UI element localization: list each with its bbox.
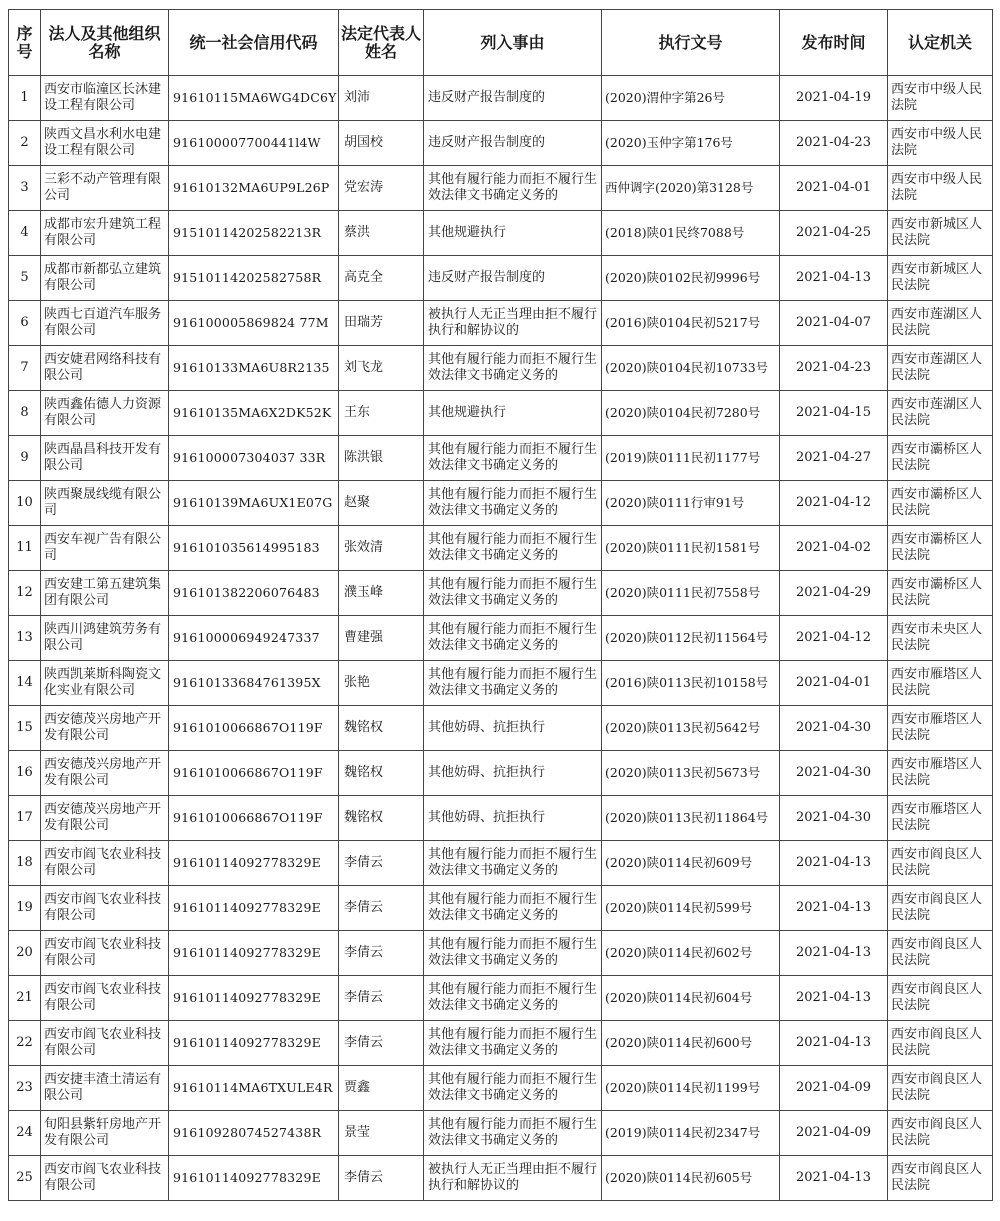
authority: 西安市莲湖区人民法院	[888, 301, 993, 346]
document-number: (2020)陕0111民初1581号	[602, 526, 780, 571]
legal-representative: 党宏涛	[339, 166, 424, 211]
publish-date: 2021-04-30	[780, 706, 888, 751]
legal-representative: 赵聚	[339, 481, 424, 526]
publish-date: 2021-04-25	[780, 211, 888, 256]
publish-date: 2021-04-13	[780, 976, 888, 1021]
document-number: (2020)陕0111行审91号	[602, 481, 780, 526]
table-row	[9, 346, 993, 391]
organization-name: 西安捷丰渣土清运有限公司	[41, 1066, 169, 1111]
row-number: 16	[9, 751, 41, 796]
credit-code: 9161010066867O119F	[169, 706, 339, 751]
listing-reason: 其他规避执行	[424, 211, 602, 256]
document-number: (2020)陕0114民初599号	[602, 886, 780, 931]
publish-date: 2021-04-30	[780, 751, 888, 796]
organization-name: 陕西晶昌科技开发有限公司	[41, 436, 169, 481]
credit-code: 91610132MA6UP9L26P	[169, 166, 339, 211]
table-row	[9, 121, 993, 166]
header-code: 统一社会信用代码	[169, 10, 339, 76]
listing-reason: 其他有履行能力而拒不履行生效法律文书确定义务的	[424, 166, 602, 211]
table-row	[9, 796, 993, 841]
authority: 西安市未央区人民法院	[888, 616, 993, 661]
document-number: (2018)陕01民终7088号	[602, 211, 780, 256]
credit-code: 9161010066867O119F	[169, 751, 339, 796]
table-row	[9, 1111, 993, 1156]
organization-name: 西安德茂兴房地产开发有限公司	[41, 796, 169, 841]
table-row	[9, 436, 993, 481]
credit-code: 91610114092778329E	[169, 841, 339, 886]
publish-date: 2021-04-12	[780, 481, 888, 526]
publish-date: 2021-04-23	[780, 346, 888, 391]
table-row	[9, 166, 993, 211]
legal-representative: 刘飞龙	[339, 346, 424, 391]
credit-code: 916100005869824 77M	[169, 301, 339, 346]
authority: 西安市灞桥区人民法院	[888, 571, 993, 616]
authority: 西安市阎良区人民法院	[888, 841, 993, 886]
listing-reason: 违反财产报告制度的	[424, 76, 602, 121]
legal-representative: 濮玉峰	[339, 571, 424, 616]
listing-reason: 被执行人无正当理由拒不履行执行和解协议的	[424, 1156, 602, 1201]
row-number: 22	[9, 1021, 41, 1066]
credit-code: 91610114092778329E	[169, 886, 339, 931]
legal-representative: 景莹	[339, 1111, 424, 1156]
row-number: 8	[9, 391, 41, 436]
header-reason: 列入事由	[424, 10, 602, 76]
organization-name: 陕西凯莱斯科陶瓷文化实业有限公司	[41, 661, 169, 706]
document-number: (2020)陕0114民初1199号	[602, 1066, 780, 1111]
table-row	[9, 391, 993, 436]
authority: 西安市阎良区人民法院	[888, 1021, 993, 1066]
legal-representative: 李倩云	[339, 1021, 424, 1066]
credit-code: 916101382206076483	[169, 571, 339, 616]
legal-representative: 曹建强	[339, 616, 424, 661]
legal-representative: 高克全	[339, 256, 424, 301]
organization-name: 陕西七百道汽车服务有限公司	[41, 301, 169, 346]
row-number: 3	[9, 166, 41, 211]
row-number: 12	[9, 571, 41, 616]
publish-date: 2021-04-13	[780, 256, 888, 301]
listing-reason: 其他妨碍、抗拒执行	[424, 796, 602, 841]
legal-representative: 李倩云	[339, 841, 424, 886]
document-number: (2020)陕0104民初7280号	[602, 391, 780, 436]
publish-date: 2021-04-13	[780, 1021, 888, 1066]
authority: 西安市新城区人民法院	[888, 256, 993, 301]
listing-reason: 其他有履行能力而拒不履行生效法律文书确定义务的	[424, 976, 602, 1021]
listing-reason: 其他有履行能力而拒不履行生效法律文书确定义务的	[424, 1066, 602, 1111]
table-row	[9, 976, 993, 1021]
listing-reason: 其他规避执行	[424, 391, 602, 436]
organization-name: 陕西川鸿建筑劳务有限公司	[41, 616, 169, 661]
publish-date: 2021-04-13	[780, 886, 888, 931]
table-row	[9, 931, 993, 976]
publish-date: 2021-04-12	[780, 616, 888, 661]
listing-reason: 其他有履行能力而拒不履行生效法律文书确定义务的	[424, 931, 602, 976]
authority: 西安市阎良区人民法院	[888, 931, 993, 976]
table-row	[9, 76, 993, 121]
table-row	[9, 751, 993, 796]
row-number: 20	[9, 931, 41, 976]
document-number: (2020)陕0113民初5673号	[602, 751, 780, 796]
row-number: 14	[9, 661, 41, 706]
legal-representative: 李倩云	[339, 886, 424, 931]
table-row	[9, 616, 993, 661]
listing-reason: 其他有履行能力而拒不履行生效法律文书确定义务的	[424, 886, 602, 931]
row-number: 25	[9, 1156, 41, 1201]
credit-code: 916100007700441l4W	[169, 121, 339, 166]
organization-name: 西安市阎飞农业科技有限公司	[41, 1021, 169, 1066]
authority: 西安市新城区人民法院	[888, 211, 993, 256]
authority: 西安市雁塔区人民法院	[888, 661, 993, 706]
listing-reason: 其他有履行能力而拒不履行生效法律文书确定义务的	[424, 526, 602, 571]
authority: 西安市阎良区人民法院	[888, 1156, 993, 1201]
organization-name: 西安市阎飞农业科技有限公司	[41, 976, 169, 1021]
row-number: 15	[9, 706, 41, 751]
publish-date: 2021-04-07	[780, 301, 888, 346]
legal-representative: 李倩云	[339, 976, 424, 1021]
publish-date: 2021-04-02	[780, 526, 888, 571]
authority: 西安市莲湖区人民法院	[888, 346, 993, 391]
organization-name: 陕西鑫佑德人力资源有限公司	[41, 391, 169, 436]
legal-representative: 王东	[339, 391, 424, 436]
legal-representative: 魏铭权	[339, 751, 424, 796]
credit-code: 91610114092778329E	[169, 931, 339, 976]
organization-name: 西安市阎飞农业科技有限公司	[41, 841, 169, 886]
listing-reason: 违反财产报告制度的	[424, 256, 602, 301]
header-auth: 认定机关	[888, 10, 993, 76]
row-number: 10	[9, 481, 41, 526]
legal-representative: 张艳	[339, 661, 424, 706]
document-number: (2020)陕0114民初602号	[602, 931, 780, 976]
document-number: (2020)陕0104民初10733号	[602, 346, 780, 391]
document-number: (2020)渭仲字第26号	[602, 76, 780, 121]
row-number: 11	[9, 526, 41, 571]
authority: 西安市中级人民法院	[888, 76, 993, 121]
header-rep: 法定代表人姓名	[339, 10, 424, 76]
row-number: 24	[9, 1111, 41, 1156]
listing-reason: 其他有履行能力而拒不履行生效法律文书确定义务的	[424, 1021, 602, 1066]
document-number: (2020)玉仲字第176号	[602, 121, 780, 166]
publish-date: 2021-04-13	[780, 1156, 888, 1201]
table-row	[9, 571, 993, 616]
organization-name: 西安德茂兴房地产开发有限公司	[41, 706, 169, 751]
header-name: 法人及其他组织名称	[41, 10, 169, 76]
listing-reason: 被执行人无正当理由拒不履行执行和解协议的	[424, 301, 602, 346]
document-number: (2020)陕0113民初5642号	[602, 706, 780, 751]
credit-code: 91610114MA6TXULE4R	[169, 1066, 339, 1111]
publish-date: 2021-04-01	[780, 166, 888, 211]
legal-representative: 胡国校	[339, 121, 424, 166]
header-date: 发布时间	[780, 10, 888, 76]
authority: 西安市中级人民法院	[888, 166, 993, 211]
document-number: (2020)陕0114民初609号	[602, 841, 780, 886]
document-number: (2020)陕0113民初11864号	[602, 796, 780, 841]
table-row	[9, 301, 993, 346]
organization-name: 成都市宏升建筑工程有限公司	[41, 211, 169, 256]
document-number: (2020)陕0114民初600号	[602, 1021, 780, 1066]
publish-date: 2021-04-09	[780, 1066, 888, 1111]
organization-name: 西安建工第五建筑集团有限公司	[41, 571, 169, 616]
legal-representative: 魏铭权	[339, 796, 424, 841]
header-row	[9, 10, 993, 76]
row-number: 6	[9, 301, 41, 346]
publish-date: 2021-04-13	[780, 841, 888, 886]
authority: 西安市阎良区人民法院	[888, 976, 993, 1021]
table-row	[9, 1156, 993, 1201]
publish-date: 2021-04-29	[780, 571, 888, 616]
row-number: 21	[9, 976, 41, 1021]
organization-name: 西安德茂兴房地产开发有限公司	[41, 751, 169, 796]
table-row	[9, 841, 993, 886]
organization-name: 陕西文昌水利水电建设工程有限公司	[41, 121, 169, 166]
document-number: (2020)陕0112民初11564号	[602, 616, 780, 661]
legal-representative: 李倩云	[339, 1156, 424, 1201]
table-row	[9, 211, 993, 256]
authority: 西安市阎良区人民法院	[888, 1111, 993, 1156]
listing-reason: 违反财产报告制度的	[424, 121, 602, 166]
document-number: (2016)陕0113民初10158号	[602, 661, 780, 706]
table-row	[9, 706, 993, 751]
legal-representative: 蔡洪	[339, 211, 424, 256]
document-number: (2020)陕0102民初9996号	[602, 256, 780, 301]
table-row	[9, 1066, 993, 1111]
document-number: (2020)陕0114民初604号	[602, 976, 780, 1021]
listing-reason: 其他有履行能力而拒不履行生效法律文书确定义务的	[424, 436, 602, 481]
legal-representative: 李倩云	[339, 931, 424, 976]
row-number: 4	[9, 211, 41, 256]
credit-code: 91610135MA6X2DK52K	[169, 391, 339, 436]
credit-code: 91610115MA6WG4DC6Y	[169, 76, 339, 121]
credit-code: 916100006949247337	[169, 616, 339, 661]
listing-reason: 其他有履行能力而拒不履行生效法律文书确定义务的	[424, 841, 602, 886]
credit-code: 91610139MA6UX1E07G	[169, 481, 339, 526]
publish-date: 2021-04-13	[780, 931, 888, 976]
authority: 西安市雁塔区人民法院	[888, 751, 993, 796]
authority: 西安市灞桥区人民法院	[888, 436, 993, 481]
table-row	[9, 526, 993, 571]
row-number: 19	[9, 886, 41, 931]
document-number: (2019)陕0114民初2347号	[602, 1111, 780, 1156]
listing-reason: 其他有履行能力而拒不履行生效法律文书确定义务的	[424, 571, 602, 616]
legal-representative: 魏铭权	[339, 706, 424, 751]
listing-reason: 其他妨碍、抗拒执行	[424, 706, 602, 751]
document-number: (2020)陕0114民初605号	[602, 1156, 780, 1201]
listing-reason: 其他有履行能力而拒不履行生效法律文书确定义务的	[424, 346, 602, 391]
authority: 西安市莲湖区人民法院	[888, 391, 993, 436]
organization-name: 成都市新都弘立建筑有限公司	[41, 256, 169, 301]
credit-code: 9161010066867O119F	[169, 796, 339, 841]
publish-date: 2021-04-19	[780, 76, 888, 121]
organization-name: 西安婕君网络科技有限公司	[41, 346, 169, 391]
row-number: 7	[9, 346, 41, 391]
organization-name: 西安市阎飞农业科技有限公司	[41, 931, 169, 976]
document-number: (2020)陕0111民初7558号	[602, 571, 780, 616]
publish-date: 2021-04-27	[780, 436, 888, 481]
credit-code: 91610133MA6U8R2135	[169, 346, 339, 391]
organization-name: 西安市临潼区长沐建设工程有限公司	[41, 76, 169, 121]
row-number: 2	[9, 121, 41, 166]
credit-code: 91610928074527438R	[169, 1111, 339, 1156]
table-row	[9, 886, 993, 931]
legal-representative: 田瑞芳	[339, 301, 424, 346]
credit-code: 91610114092778329E	[169, 1156, 339, 1201]
listing-reason: 其他妨碍、抗拒执行	[424, 751, 602, 796]
row-number: 18	[9, 841, 41, 886]
listing-reason: 其他有履行能力而拒不履行生效法律文书确定义务的	[424, 616, 602, 661]
credit-code: 91610133684761395X	[169, 661, 339, 706]
document-number: 西仲调字(2020)第3128号	[602, 166, 780, 211]
publish-date: 2021-04-01	[780, 661, 888, 706]
header-no: 序号	[9, 10, 41, 76]
credit-code: 91610114092778329E	[169, 1021, 339, 1066]
document-number: (2019)陕0111民初1177号	[602, 436, 780, 481]
publish-date: 2021-04-23	[780, 121, 888, 166]
credit-code: 916101035614995183	[169, 526, 339, 571]
credit-code: 91610114092778329E	[169, 976, 339, 1021]
organization-name: 西安市阎飞农业科技有限公司	[41, 1156, 169, 1201]
credit-code: 916100007304037 33R	[169, 436, 339, 481]
table-row	[9, 256, 993, 301]
organization-name: 西安市阎飞农业科技有限公司	[41, 886, 169, 931]
table-row	[9, 1021, 993, 1066]
organization-name: 西安车视广告有限公司	[41, 526, 169, 571]
legal-representative: 陈洪银	[339, 436, 424, 481]
publish-date: 2021-04-09	[780, 1111, 888, 1156]
legal-representative: 贾鑫	[339, 1066, 424, 1111]
listing-reason: 其他有履行能力而拒不履行生效法律文书确定义务的	[424, 1111, 602, 1156]
listing-reason: 其他有履行能力而拒不履行生效法律文书确定义务的	[424, 481, 602, 526]
listing-reason: 其他有履行能力而拒不履行生效法律文书确定义务的	[424, 661, 602, 706]
organization-name: 三彩不动产管理有限公司	[41, 166, 169, 211]
organization-name: 陕西聚晟线缆有限公司	[41, 481, 169, 526]
row-number: 17	[9, 796, 41, 841]
authority: 西安市雁塔区人民法院	[888, 706, 993, 751]
document-number: (2016)陕0104民初5217号	[602, 301, 780, 346]
row-number: 9	[9, 436, 41, 481]
authority: 西安市中级人民法院	[888, 121, 993, 166]
authority: 西安市灞桥区人民法院	[888, 526, 993, 571]
table-row	[9, 661, 993, 706]
row-number: 23	[9, 1066, 41, 1111]
legal-representative: 张效清	[339, 526, 424, 571]
credit-code: 91510114202582758R	[169, 256, 339, 301]
publish-date: 2021-04-30	[780, 796, 888, 841]
table-row	[9, 481, 993, 526]
row-number: 5	[9, 256, 41, 301]
header-doc: 执行文号	[602, 10, 780, 76]
authority: 西安市雁塔区人民法院	[888, 796, 993, 841]
organization-name: 旬阳县紫轩房地产开发有限公司	[41, 1111, 169, 1156]
row-number: 1	[9, 76, 41, 121]
authority: 西安市灞桥区人民法院	[888, 481, 993, 526]
legal-representative: 刘沛	[339, 76, 424, 121]
blacklist-table	[8, 9, 993, 1201]
row-number: 13	[9, 616, 41, 661]
credit-code: 91510114202582213R	[169, 211, 339, 256]
authority: 西安市阎良区人民法院	[888, 1066, 993, 1111]
authority: 西安市阎良区人民法院	[888, 886, 993, 931]
publish-date: 2021-04-15	[780, 391, 888, 436]
